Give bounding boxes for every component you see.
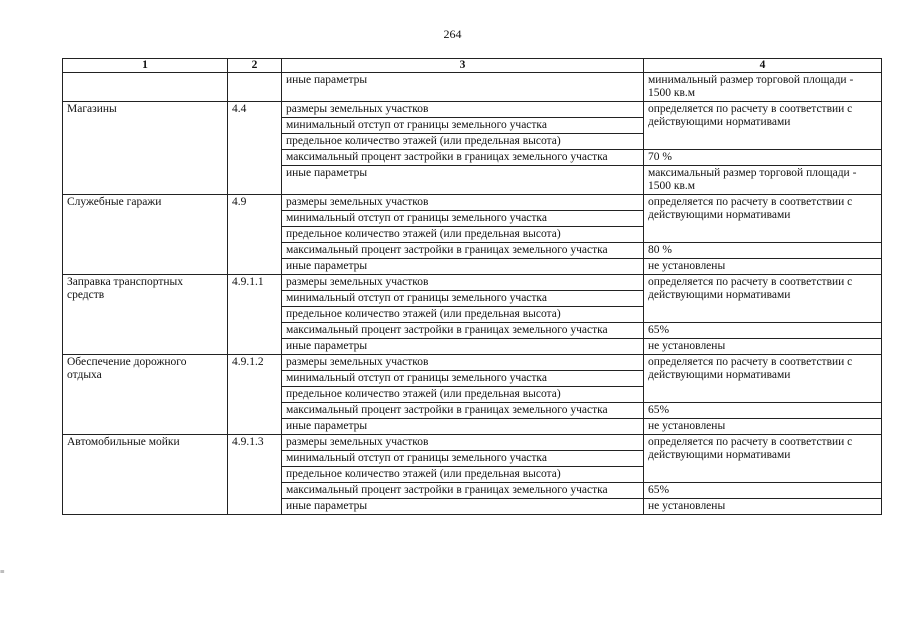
cell-param: максимальный процент застройки в границах земельного участка — [282, 243, 644, 259]
cell-value-other: максимальный размер торговой площади - 1500 кв.м — [644, 166, 882, 195]
table-row — [63, 195, 882, 211]
cell-param: предельное количество этажей (или предельная высота) — [282, 307, 644, 323]
cell-param: минимальный отступ от границы земельного участка — [282, 291, 644, 307]
cell-param: максимальный процент застройки в границах земельного участка — [282, 150, 644, 166]
header-col-1: 1 — [63, 59, 228, 73]
cell-name: Магазины — [63, 102, 228, 195]
cell-value: минимальный размер торговой площади - 1500 кв.м — [644, 73, 882, 102]
cell-value-merged: определяется по расчету в соответствии с действующими нормативами — [644, 275, 882, 323]
table-row — [63, 102, 882, 118]
cell-param: иные параметры — [282, 419, 644, 435]
cell-name — [63, 73, 228, 102]
cell-value-other: не установлены — [644, 419, 882, 435]
cell-param: минимальный отступ от границы земельного участка — [282, 118, 644, 134]
cell-param: максимальный процент застройки в границах земельного участка — [282, 323, 644, 339]
cell-value-percent: 65% — [644, 323, 882, 339]
cell-name: Автомобильные мойки — [63, 435, 228, 515]
cell-param: минимальный отступ от границы земельного участка — [282, 371, 644, 387]
cell-value-percent: 70 % — [644, 150, 882, 166]
cell-code: 4.4 — [228, 102, 282, 195]
cell-code: 4.9.1.3 — [228, 435, 282, 515]
cell-param: предельное количество этажей (или предельная высота) — [282, 227, 644, 243]
cell-param: размеры земельных участков — [282, 355, 644, 371]
cell-value-other: не установлены — [644, 499, 882, 515]
parameters-table — [62, 58, 882, 515]
cell-code: 4.9.1.1 — [228, 275, 282, 355]
cell-value-merged: определяется по расчету в соответствии с действующими нормативами — [644, 435, 882, 483]
cell-value-percent: 65% — [644, 403, 882, 419]
cell-param: минимальный отступ от границы земельного участка — [282, 451, 644, 467]
cell-param: предельное количество этажей (или предельная высота) — [282, 467, 644, 483]
table-row — [63, 73, 882, 102]
cell-name: Обеспечение дорожного отдыха — [63, 355, 228, 435]
cell-param: максимальный процент застройки в границах земельного участка — [282, 483, 644, 499]
cell-value-merged: определяется по расчету в соответствии с действующими нормативами — [644, 195, 882, 243]
table-header-row — [63, 59, 882, 73]
margin-mark: ≡ — [0, 567, 4, 576]
cell-param: размеры земельных участков — [282, 102, 644, 118]
cell-param: иные параметры — [282, 499, 644, 515]
cell-name: Служебные гаражи — [63, 195, 228, 275]
cell-param: размеры земельных участков — [282, 435, 644, 451]
header-col-2: 2 — [228, 59, 282, 73]
table-row — [63, 355, 882, 371]
page-number: 264 — [443, 27, 462, 41]
cell-param: максимальный процент застройки в границах земельного участка — [282, 403, 644, 419]
header-col-4: 4 — [644, 59, 882, 73]
cell-code — [228, 73, 282, 102]
cell-param: размеры земельных участков — [282, 195, 644, 211]
cell-code: 4.9 — [228, 195, 282, 275]
cell-name: Заправка транспортных средств — [63, 275, 228, 355]
cell-value-percent: 65% — [644, 483, 882, 499]
cell-param: размеры земельных участков — [282, 275, 644, 291]
cell-value-other: не установлены — [644, 259, 882, 275]
cell-value-other: не установлены — [644, 339, 882, 355]
cell-param: иные параметры — [282, 259, 644, 275]
cell-param: минимальный отступ от границы земельного участка — [282, 211, 644, 227]
table-row — [63, 275, 882, 291]
cell-value-merged: определяется по расчету в соответствии с действующими нормативами — [644, 102, 882, 150]
cell-param: иные параметры — [282, 166, 644, 195]
table-row — [63, 435, 882, 451]
cell-param: иные параметры — [282, 339, 644, 355]
header-col-3: 3 — [282, 59, 644, 73]
cell-param: иные параметры — [282, 73, 644, 102]
cell-param: предельное количество этажей (или предельная высота) — [282, 387, 644, 403]
cell-value-merged: определяется по расчету в соответствии с действующими нормативами — [644, 355, 882, 403]
cell-code: 4.9.1.2 — [228, 355, 282, 435]
cell-value-percent: 80 % — [644, 243, 882, 259]
cell-param: предельное количество этажей (или предельная высота) — [282, 134, 644, 150]
